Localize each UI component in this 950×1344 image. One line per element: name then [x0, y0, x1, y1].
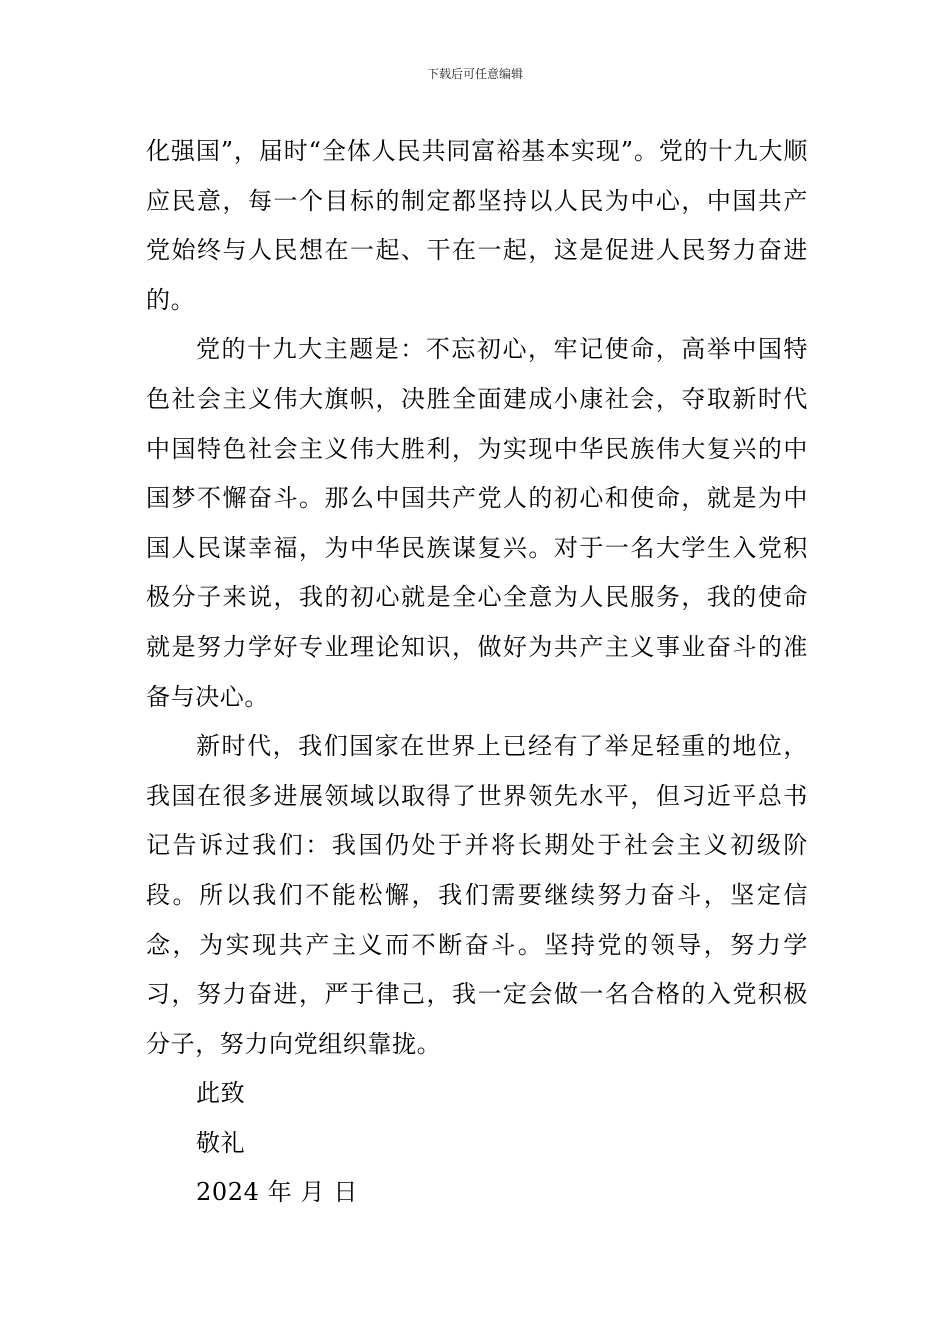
paragraph-continuation: 化强国”，届时“全体人民共同富裕基本实现”。党的十九大顺应民意，每一个目标的制定都坚持以人民为中心，中国共产党始终与人民想在一起、干在一起，这是促进人民努力奋进的。	[146, 137, 808, 314]
closing-salutation: 此致	[196, 1079, 246, 1108]
letter-body	[146, 127, 808, 1218]
paragraph-new-era: 新时代，我们国家在世界上已经有了举足轻重的地位，我国在很多进展领域以取得了世界领先水平，但习近平总书记告诉过我们：我国仍处于并将长期处于社会主义初级阶段。所以我们不能松懈，我们需要继续努力奋斗，坚定信念，为实现共产主义而不断奋斗。坚持党的领导，努力学习，努力奋进，严于律己，我一定会做一名合格的入党积极分子，努力向党组织靠拢。	[146, 732, 808, 1058]
closing-regards: 敬礼	[196, 1128, 246, 1157]
closing-date: 2024 年 月 日	[196, 1178, 358, 1207]
paragraph-theme: 党的十九大主题是：不忘初心，牢记使命，高举中国特色社会主义伟大旗帜，决胜全面建成小康社会，夺取新时代中国特色社会主义伟大胜利，为实现中华民族伟大复兴的中国梦不懈奋斗。那么中国共产党人的初心和使命，就是为中国人民谋幸福，为中华民族谋复兴。对于一名大学生入党积极分子来说，我的初心就是全心全意为人民服务，我的使命就是努力学好专业理论知识，做好为共产主义事业奋斗的准备与决心。	[146, 335, 808, 711]
page-header: 下载后可任意编辑	[426, 67, 523, 81]
